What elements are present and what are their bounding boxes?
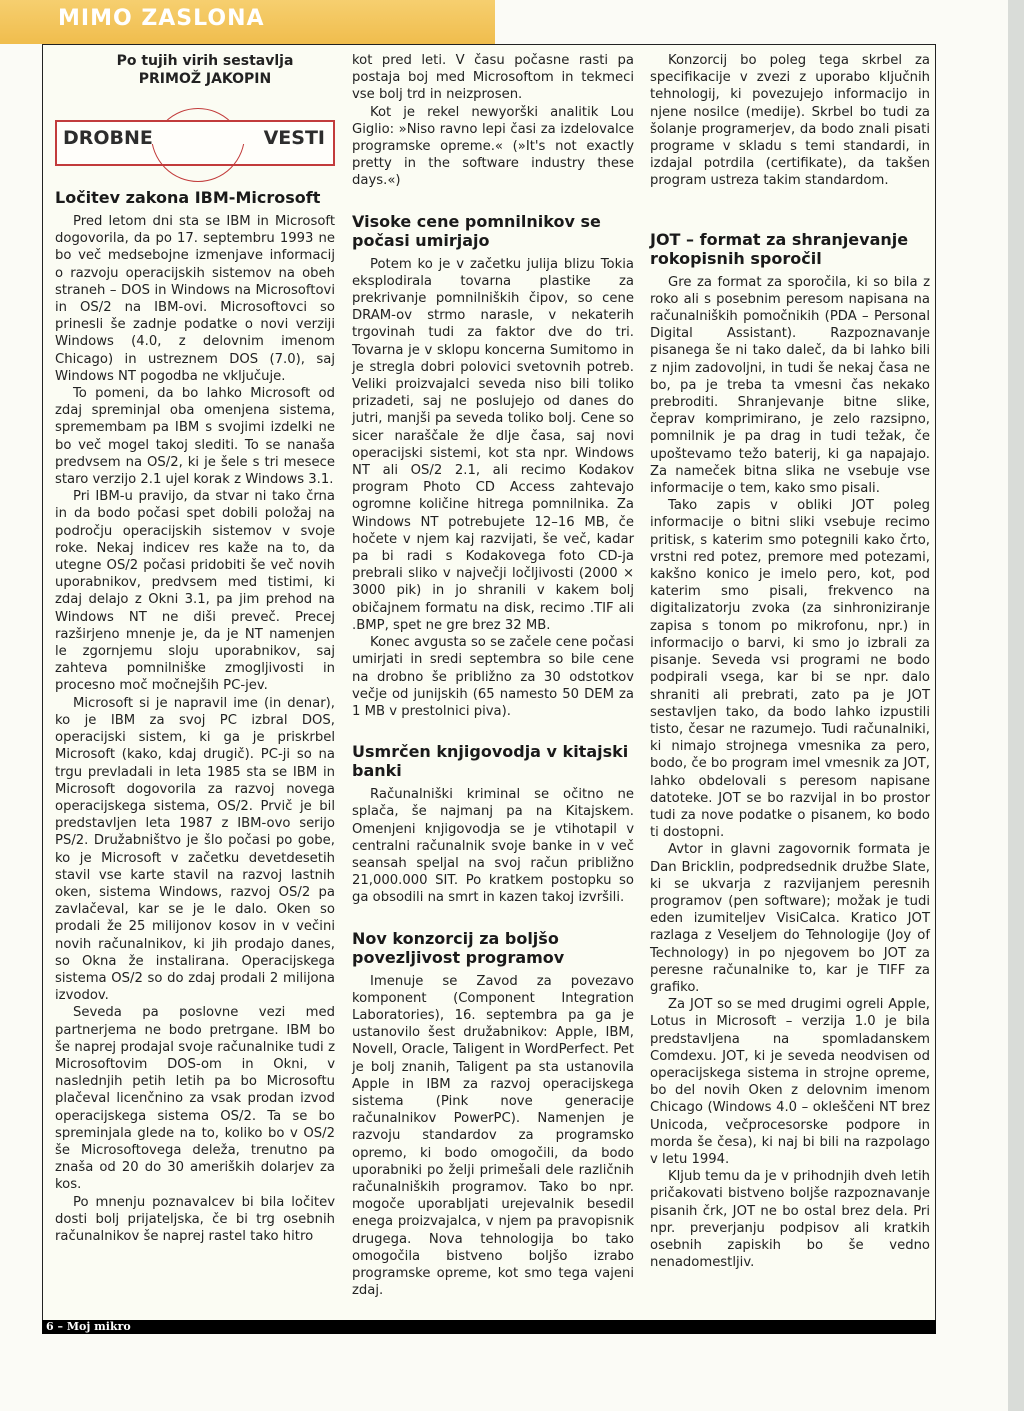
article2-paragraph: Konec avgusta so se začele cene počasi umirjati in sredi septembra so bile cene na drobno še približno za 30 odstotkov večje od junijskih (65 namesto 50 DEM za 1 MB v prestolnici piva).: [352, 635, 634, 719]
article1-paragraph: Po mnenju poznavalcev bi bila ločitev dosti bolj prijateljska, če bi trg osebnih računalnikov še naprej rastel tako hitro: [55, 1194, 335, 1244]
article2-paragraph: Potem ko je v začetku julija blizu Tokia eksplodirala tovarna plastike za prekrivanje pomnilniških čipov, so cene DRAM-ov strmo narasle, v nekaterih trgovinah tudi za faktor dve do tri. Tovarna je v sklopu koncerna Sumitomo in je stregla dobri polovici svetovnih potreb. Veliki proizvajalci seveda niso bili toliko prizadeti, saj ne poslujejo od danes do jutri, manjši pa seveda toliko bolj. Cene so sicer naraščale že dlje časa, saj novi operacijski sistemi, kot sta npr. Windows NT ali OS/2 2.1, ali recimo Kodakov program Photo CD Access zahtevajo ogromne količine hitrega pomnilnika. Za Windows NT potrebujete 12–16 MB, če hočete v njem kaj razvijati, še več, kadar pa bi radi s Kodakovega foto CD-ja prebrali sliko v največji ločljivosti (2000 × 3000 pik) in jo shranili v kakem bolj običajnem formatu na disk, recimo .TIF ali .BMP, spet ne gre brez 32 MB.: [352, 256, 634, 633]
article5-paragraph: Kljub temu da je v prihodnjih dveh letih pričakovati bistveno boljše razpoznavanje pisanih črk, JOT ne bo ostal brez dela. Pri npr. preverjanju podpisov ali kratkih osebnih zapiskih bo še vedno nenadomestljiv.: [650, 1169, 930, 1271]
article5-paragraph: Tako zapis v obliki JOT poleg informacije o bitni sliki vsebuje recimo pritisk, s katerim smo potegnili kako črto, vrstni red potez, premore med potezami, kakšno konico je imelo pero, kot, pod katerim smo pisali, frekvenco na digitalizatorju zvoka (za sinhroniziranje zapisa s tonom po mikrofonu, npr.) in informacijo o barvi, ki smo jo izbrali za pisanje. Seveda vsi programi ne bodo podpirali vsega, kar bi se npr. dalo shraniti ali prebrati, zato pa je JOT sestavljen tako, da bodo lahko izpustili tisto, česar ne razumejo. Tudi računalniki, ki nimajo strojnega vmesnika za pero, bodo, če bo program imel vmesnik za JOT, lahko obdelovali s peresom napisane datoteke. JOT se bo razvijal in bo prostor tudi za nove podatke o pisanem, ko bodo ti dostopni.: [650, 498, 930, 841]
byline-author: PRIMOŽ JAKOPIN: [138, 71, 272, 87]
article-title-3: Usmrčen knjigovodja v kitajski banki: [352, 742, 629, 781]
logo-left-word: DROBNE: [63, 127, 153, 149]
article4-continued-paragraph: Konzorcij bo poleg tega skrbel za specifikacije v zvezi z uporabo ključnih tehnologij, ki povezujejo informacijo in njene nosilce (medije). Skrbel bo tudi za šolanje programerjev, da bodo znali pisati programe v skladu s temi standardi, in izdajal potrdila (certifikate), da takšen program ustreza takim standardom.: [650, 53, 930, 189]
column-1: [55, 52, 335, 1245]
column-2: [352, 52, 634, 1299]
byline-line1: Po tujih virih sestavlja: [116, 53, 294, 69]
article1-continued-paragraph: kot pred leti. V času počasne rasti pa postaja boj med Microsoftom in tekmeci vse bolj trd in neizprosen.: [352, 53, 634, 103]
article1-paragraph: Pri IBM-u pravijo, da stvar ni tako črna in da bodo počasi spet dobili položaj na področju operacijskih sistemov v svoje roke. Nekaj indicev res kaže na to, da utegne OS/2 počasi pridobiti še več novih uporabnikov, predvsem med tistimi, ki zdaj delajo z Okni 3.1, pa jim prehod na Windows NT ne diši preveč. Precej razširjeno mnenje je, da je NT namenjen le zgornjemu sloju uporabnikov, saj zahteva pomnilniške zmogljivosti in procesno moč močnejših PC-jev.: [55, 489, 335, 694]
byline: [75, 52, 335, 88]
article1-paragraph: Pred letom dni sta se IBM in Microsoft dogovorila, da po 17. septembru 1993 ne bo več medsebojne izmenjave informacij o razvoju operacijskih sistemov na obeh straneh – DOS in Windows na Microsoftovi in OS/2 na IBM-ovi. Microsoftovci so prinesli še zadnje podatke o novi verziji Windows (4.0, z delovnim imenom Chicago) in ustreznem DOS (7.0), saj Windows NT pogodba ne vključuje.: [55, 214, 335, 384]
article5-paragraph: Gre za format za sporočila, ki so bila z roko ali s posebnim peresom napisana na računalniških pomočnikih (PDA – Personal Digital Assistant). Razpoznavanje pisanega še ni tako daleč, da bi lahko bili z njim zadovoljni, in tudi še nekaj časa ne bo, pa je treba ta vmesni čas nekako prebroditi. Shranjevanje bitne slike, čeprav komprimirano, je zelo razsipno, pomnilnik je pa drag in tudi težak, če upoštevamo težo baterij, ki ga napajajo. Za nameček bitna slika ne vsebuje vse informacije o tem, kako smo pisali.: [650, 274, 930, 497]
article4-paragraph: Imenuje se Zavod za povezavo komponent (Component Integration Laboratories), 16. septembra pa ga je ustanovilo šest družabnikov: Apple, IBM, Novell, Oracle, Taligent in WordPerfect. Pet je bolj znanih, Taligent pa sta ustanovila Apple in IBM za razvoj operacijskega sistema (Pink nove generacije računalnikov PowerPC). Namenjen je razvoju standardov za programsko opremo, ki bodo omogočili, da bodo uporabniki po želji primešali dele različnih računalniških programov. Tako bo npr. mogoče uporabljati urejevalnik besedil enega proizvajalca, v njem pa pravopisnik drugega. Nova tehnologija bo tako omogočila bistveno boljšo izrabo programske opreme, kot smo tega vajeni zdaj.: [352, 973, 634, 1299]
article-title-1: Ločitev zakona IBM-Microsoft: [55, 188, 321, 207]
logo-right-word: VESTI: [263, 127, 325, 149]
section-title: MIMO ZASLONA: [58, 6, 265, 31]
article5-paragraph: Za JOT so se med drugimi ogreli Apple, Lotus in Microsoft – verzija 1.0 je bila predstavljena na spomladanskem Comdexu. JOT, ki je seveda neodvisen od operacijskega sistema in strojne opreme, bo del novih Oken z delovnim imenom Chicago (Windows 4.0 – okleščeni NT brez Unicoda, večprocesorske podpore in morda še česa), ki naj bi bili na razpolago v letu 1994.: [650, 997, 930, 1167]
page-edge: [1008, 0, 1024, 1411]
article1-paragraph: To pomeni, da bo lahko Microsoft od zdaj spreminjal oba omenjena sistema, spremembam pa IBM s svojimi izdelki ne bo več mogel takoj slediti. To se nanaša predvsem na OS/2, ki je šele s tri mesece staro verzijo 2.1 ujel korak z Windows 3.1.: [55, 386, 335, 488]
article3-paragraph: Računalniški kriminal se očitno ne splača, še najmanj pa na Kitajskem. Omenjeni knjigovodja se je vtihotapil v centralni računalnik svoje banke in v več seansah speljal na svoj račun približno 21,000.000 SIT. Po kratkem postopku so ga obsodili na smrt in kazen takoj izvršili.: [352, 787, 634, 906]
article-title-4: Nov konzorcij za boljšo povezljivost programov: [352, 928, 565, 967]
footer-page-label: 6 – Moj mikro: [46, 1320, 131, 1333]
article5-paragraph: Avtor in glavni zagovornik formata je Dan Bricklin, podpredsednik družbe Slate, ki se ukvarja z razvijanjem peresnih programov (pen software); možak je tudi eden izumiteljev VisiCalca. Kratico JOT razlaga z Veseljem do Tehnologije (Joy of Technology) in po njegovem bo JOT za peresne računalnike to, kar je TIFF za grafiko.: [650, 842, 930, 995]
column-3: [650, 52, 930, 1271]
article1-continued-paragraph: Kot je rekel newyorški analitik Lou Giglio: »Niso ravno lepi časi za izdelovalce programske opreme.« (»It's not exactly pretty in the software industry these days.«): [352, 104, 634, 189]
page-footer: [42, 1320, 936, 1334]
section-header: [0, 0, 495, 44]
article1-paragraph: Seveda pa poslovne vezi med partnerjema ne bodo pretrgane. IBM bo še naprej prodajal svoje računalnike tudi z Microsoftovim DOS-om in Okni, v naslednjih petih letih pa bo Microsoftu plačeval licenčnino za vsak prodan izvod operacijskega sistema OS/2. Ta se bo spreminjala glede na to, koliko bo v OS/2 še Microsoftovega deleža, trenutno pa znaša od 20 do 30 ameriških dolarjev za kos.: [55, 1005, 335, 1193]
section-logo: [55, 108, 335, 166]
article-title-2: Visoke cene pomnilnikov se počasi umirjajo: [352, 211, 601, 250]
article1-paragraph: Microsoft si je napravil ime (in denar), ko je IBM za svoj PC izbral DOS, operacijski sistem, ki ga je priskrbel Microsoft (kako, kdaj drugič). PC-ji so na trgu prevladali in leta 1985 sta se IBM in Microsoft dogovorila za razvoj novega operacijskega sistema, OS/2. Prvič je bil predstavljen leta 1987 z IBM-ovo serijo PS/2. Družabništvo je šlo počasi po gobe, ko je Microsoft v začetku devetdesetih stavil vse karte stavil na razvoj lastnih oken, sistema Windows, razvoj OS/2 pa zavlačeval, kar se je le dalo. Oken so prodali že 25 milijonov kosov in v večini novih računalnikov, ki jih prodajo danes, so Okna že instalirana. Operacijskega sistema OS/2 so do zdaj prodali 2 milijona izvodov.: [55, 695, 335, 1004]
article-title-5: JOT – format za shranjevanje rokopisnih sporočil: [650, 229, 909, 268]
